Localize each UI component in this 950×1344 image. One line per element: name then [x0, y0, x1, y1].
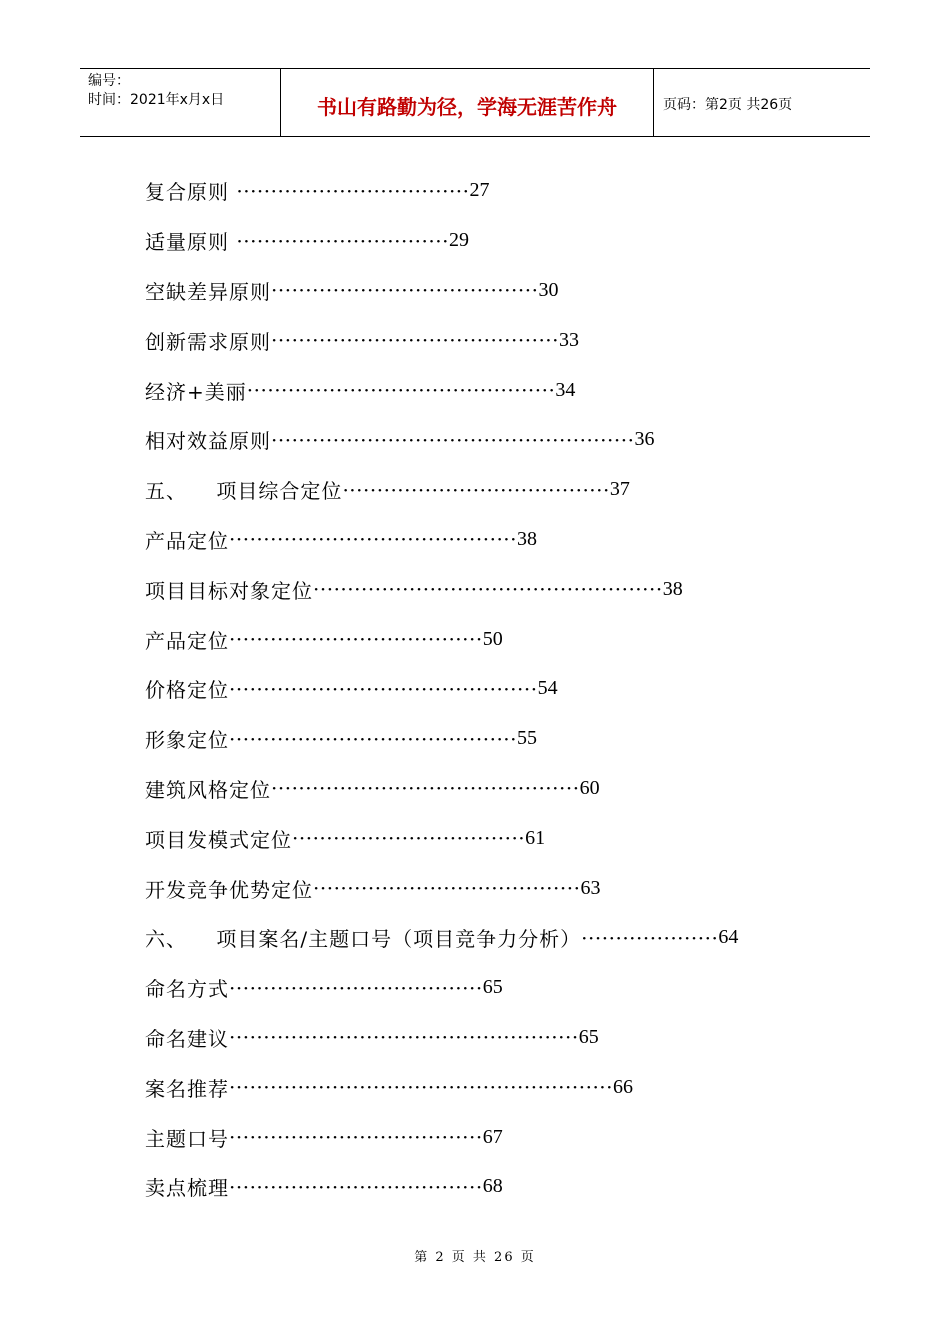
toc-leader-dots: ····································· [229, 627, 483, 652]
toc-leader-dots: ·········································· [271, 328, 560, 353]
toc-entry-page: 33 [559, 328, 580, 351]
toc-entry-page: 27 [469, 179, 490, 202]
toc-entry-title: 价格定位 [145, 678, 229, 703]
toc-entry-page: 64 [718, 926, 739, 949]
toc-entry-page: 68 [482, 1175, 503, 1198]
toc-leader-dots: ······························· [236, 228, 449, 253]
page-header [80, 68, 870, 137]
toc-entry-page: 37 [609, 478, 630, 501]
toc-entry-page: 61 [525, 826, 546, 849]
toc-leader-dots: ············································· [246, 378, 556, 403]
time-label: 时间：2021年x月x日 [88, 92, 225, 108]
toc-entry-title: 相对效益原则 [145, 429, 271, 454]
toc-entry-page: 55 [517, 727, 538, 750]
toc-entry[interactable] [145, 1112, 845, 1162]
page-footer: 第 2 页 共 26 页 [414, 1250, 536, 1265]
toc-entry[interactable] [145, 415, 845, 465]
toc-entry[interactable] [145, 315, 845, 365]
toc-leader-dots: ····································· [229, 1174, 483, 1199]
toc-entry-title: 命名方式 [145, 977, 229, 1002]
toc-entry-page: 50 [482, 627, 503, 650]
toc-entry-title: 产品定位 [145, 628, 229, 653]
toc-leader-dots: ······································· [313, 876, 581, 901]
table-of-contents [145, 166, 845, 1212]
toc-entry-title: 卖点梳理 [145, 1176, 229, 1201]
toc-entry-page: 67 [482, 1125, 503, 1148]
toc-leader-dots: ·································· [236, 178, 470, 203]
toc-entry[interactable] [145, 216, 845, 266]
toc-leader-dots: ····················································· [271, 427, 635, 452]
toc-entry-page: 60 [579, 776, 600, 799]
toc-leader-dots: ··················································· [313, 577, 663, 602]
toc-entry[interactable] [145, 1162, 845, 1212]
toc-entry[interactable] [145, 365, 845, 415]
toc-entry[interactable] [145, 515, 845, 565]
toc-entry[interactable] [145, 564, 845, 614]
toc-leader-dots: ·········································· [229, 527, 518, 552]
toc-leader-dots: ···················· [581, 925, 719, 950]
toc-entry-page: 29 [448, 229, 469, 252]
number-label: 编号： [88, 73, 130, 89]
toc-entry-title: 形象定位 [145, 728, 229, 753]
toc-entry[interactable] [145, 1062, 845, 1112]
toc-entry[interactable] [145, 1013, 845, 1063]
toc-leader-dots: ············································· [271, 776, 580, 801]
toc-entry-page: 65 [482, 976, 503, 999]
toc-entry-page: 34 [555, 378, 576, 401]
toc-entry-title: 经济+美丽 [145, 379, 247, 404]
toc-leader-dots: ·········································· [229, 726, 518, 751]
header-motto: 书山有路勤为径，学海无涯苦作舟 [281, 69, 654, 136]
toc-entry-title: 案名推荐 [145, 1076, 229, 1101]
toc-entry[interactable] [145, 614, 845, 664]
toc-leader-dots: ····································· [229, 975, 483, 1000]
toc-entry[interactable] [145, 913, 845, 963]
toc-entry[interactable] [145, 813, 845, 863]
toc-entry-title: 空缺差异原则 [145, 279, 271, 304]
toc-entry[interactable] [145, 266, 845, 316]
toc-entry-title: 适量原则 [145, 230, 237, 255]
toc-entry-title: 命名建议 [145, 1026, 229, 1051]
toc-entry[interactable] [145, 714, 845, 764]
toc-leader-dots: ··················································· [229, 1025, 579, 1050]
toc-entry[interactable] [145, 963, 845, 1013]
toc-entry-title: 建筑风格定位 [145, 777, 271, 802]
toc-leader-dots: ························································ [229, 1075, 614, 1100]
header-meta [80, 69, 281, 136]
toc-entry[interactable] [145, 166, 845, 216]
toc-entry-title: 六、 项目案名/主题口号（项目竞争力分析） [145, 927, 582, 952]
toc-entry[interactable] [145, 664, 845, 714]
toc-entry-page: 30 [538, 278, 559, 301]
toc-entry-title: 主题口号 [145, 1126, 229, 1151]
toc-leader-dots: ············································· [229, 676, 538, 701]
toc-entry-page: 66 [613, 1075, 634, 1098]
toc-entry-page: 54 [537, 677, 558, 700]
toc-entry-title: 复合原则 [145, 180, 237, 205]
toc-entry-title: 项目目标对象定位 [145, 578, 313, 603]
toc-entry-title: 创新需求原则 [145, 329, 271, 354]
toc-entry-title: 五、 项目综合定位 [145, 479, 343, 504]
toc-entry-page: 36 [634, 428, 655, 451]
toc-entry-page: 63 [580, 876, 601, 899]
toc-leader-dots: ····································· [229, 1125, 483, 1150]
header-page-info: 页码：第2页 共26页 [663, 96, 793, 113]
toc-entry[interactable] [145, 863, 845, 913]
toc-entry-page: 38 [662, 577, 683, 600]
toc-leader-dots: ······································· [342, 477, 610, 502]
toc-entry-page: 38 [517, 527, 538, 550]
toc-entry-page: 65 [578, 1025, 599, 1048]
toc-leader-dots: ·································· [292, 826, 526, 851]
toc-entry-title: 项目发模式定位 [145, 827, 292, 852]
toc-entry[interactable] [145, 465, 845, 515]
toc-entry-title: 开发竞争优势定位 [145, 877, 313, 902]
toc-entry[interactable] [145, 764, 845, 814]
toc-leader-dots: ······································· [271, 278, 539, 303]
toc-entry-title: 产品定位 [145, 528, 229, 553]
